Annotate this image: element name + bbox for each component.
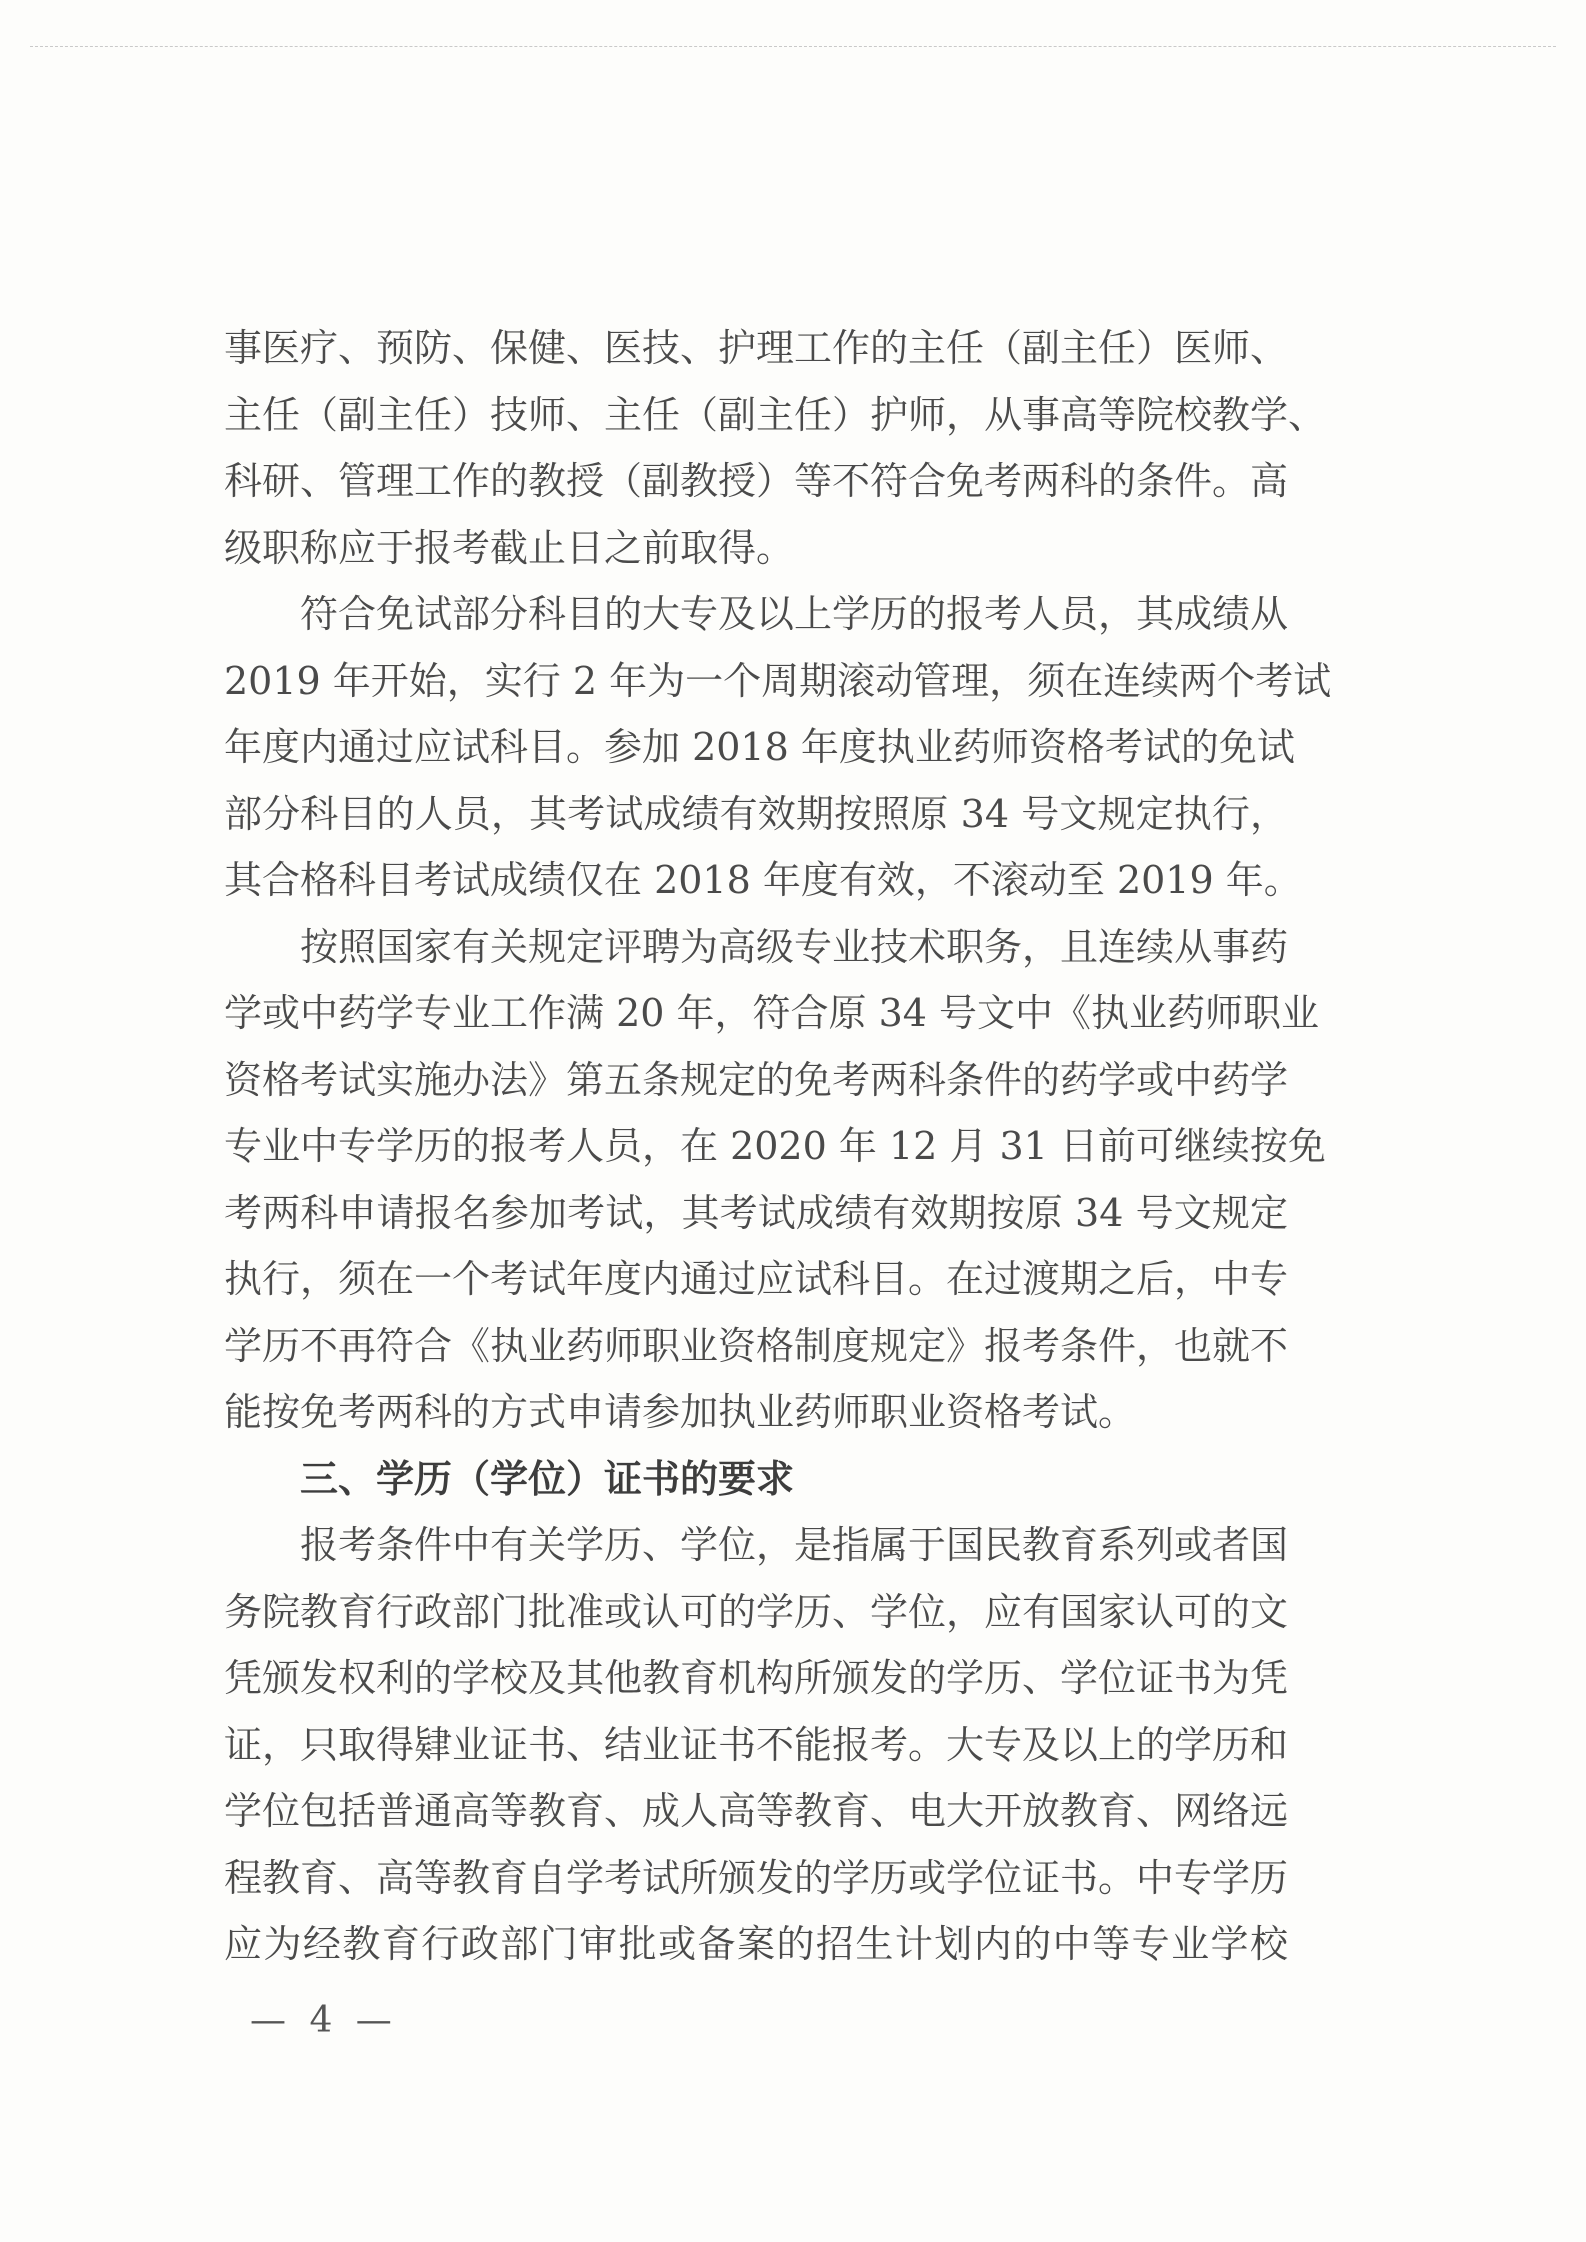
scan-top-edge-line: [30, 46, 1556, 47]
text-line: 学或中药学专业工作满 20 年，符合原 34 号文中《执业药师职业: [224, 991, 1320, 1035]
text-line: 部分科目的人员，其考试成绩有效期按照原 34 号文规定执行，: [224, 791, 1288, 836]
text-line: 凭颁发权利的学校及其他教育机构所颁发的学历、学位证书为凭: [224, 1656, 1289, 1700]
text-line: 资格考试实施办法》第五条规定的免考两科条件的药学或中药学: [224, 1057, 1289, 1102]
text-line: 执行，须在一个考试年度内通过应试科目。在过渡期之后，中专: [224, 1257, 1289, 1301]
text-line: 专业中专学历的报考人员，在 2020 年 12 月 31 日前可继续按免: [224, 1124, 1326, 1168]
section-heading: 三、学历（学位）证书的要求: [300, 1456, 795, 1501]
text-line: 程教育、高等教育自学考试所颁发的学历或学位证书。中专学历: [224, 1855, 1289, 1900]
document-body: [224, 318, 1332, 1981]
text-line: 考两科申请报名参加考试，其考试成绩有效期按原 34 号文规定: [224, 1190, 1288, 1235]
text-line: 证，只取得肄业证书、结业证书不能报考。大专及以上的学历和: [224, 1722, 1289, 1767]
text-line: 2019 年开始，实行 2 年为一个周期滚动管理，须在连续两个考试: [224, 658, 1332, 703]
text-line: 符合免试部分科目的大专及以上学历的报考人员，其成绩从: [300, 592, 1289, 636]
text-line: 其合格科目考试成绩仅在 2018 年度有效，不滚动至 2019 年。: [224, 858, 1302, 902]
text-line: 级职称应于报考截止日之前取得。: [224, 525, 795, 570]
text-line: 年度内通过应试科目。参加 2018 年度执业药师资格考试的免试: [224, 725, 1295, 769]
text-line: 事医疗、预防、保健、医技、护理工作的主任（副主任）医师、: [224, 326, 1289, 370]
text-line: 科研、管理工作的教授（副教授）等不符合免考两科的条件。高: [224, 459, 1289, 503]
text-line: 能按免考两科的方式申请参加执业药师职业资格考试。: [224, 1390, 1137, 1434]
text-line: 报考条件中有关学历、学位，是指属于国民教育系列或者国: [300, 1523, 1289, 1567]
text-line: 学历不再符合《执业药师职业资格制度规定》报考条件，也就不: [224, 1323, 1289, 1368]
page-number: — 4 —: [250, 2000, 398, 2041]
text-line: 务院教育行政部门批准或认可的学历、学位，应有国家认可的文: [224, 1589, 1289, 1634]
text-line: 应为经教育行政部门审批或备案的招生计划内的中等专业学校: [224, 1922, 1288, 1966]
text-line: 按照国家有关规定评聘为高级专业技术职务，且连续从事药: [300, 924, 1289, 969]
text-line: 主任（副主任）技师、主任（副主任）护师，从事高等院校教学、: [224, 392, 1327, 437]
text-line: 学位包括普通高等教育、成人高等教育、电大开放教育、网络远: [224, 1789, 1289, 1833]
